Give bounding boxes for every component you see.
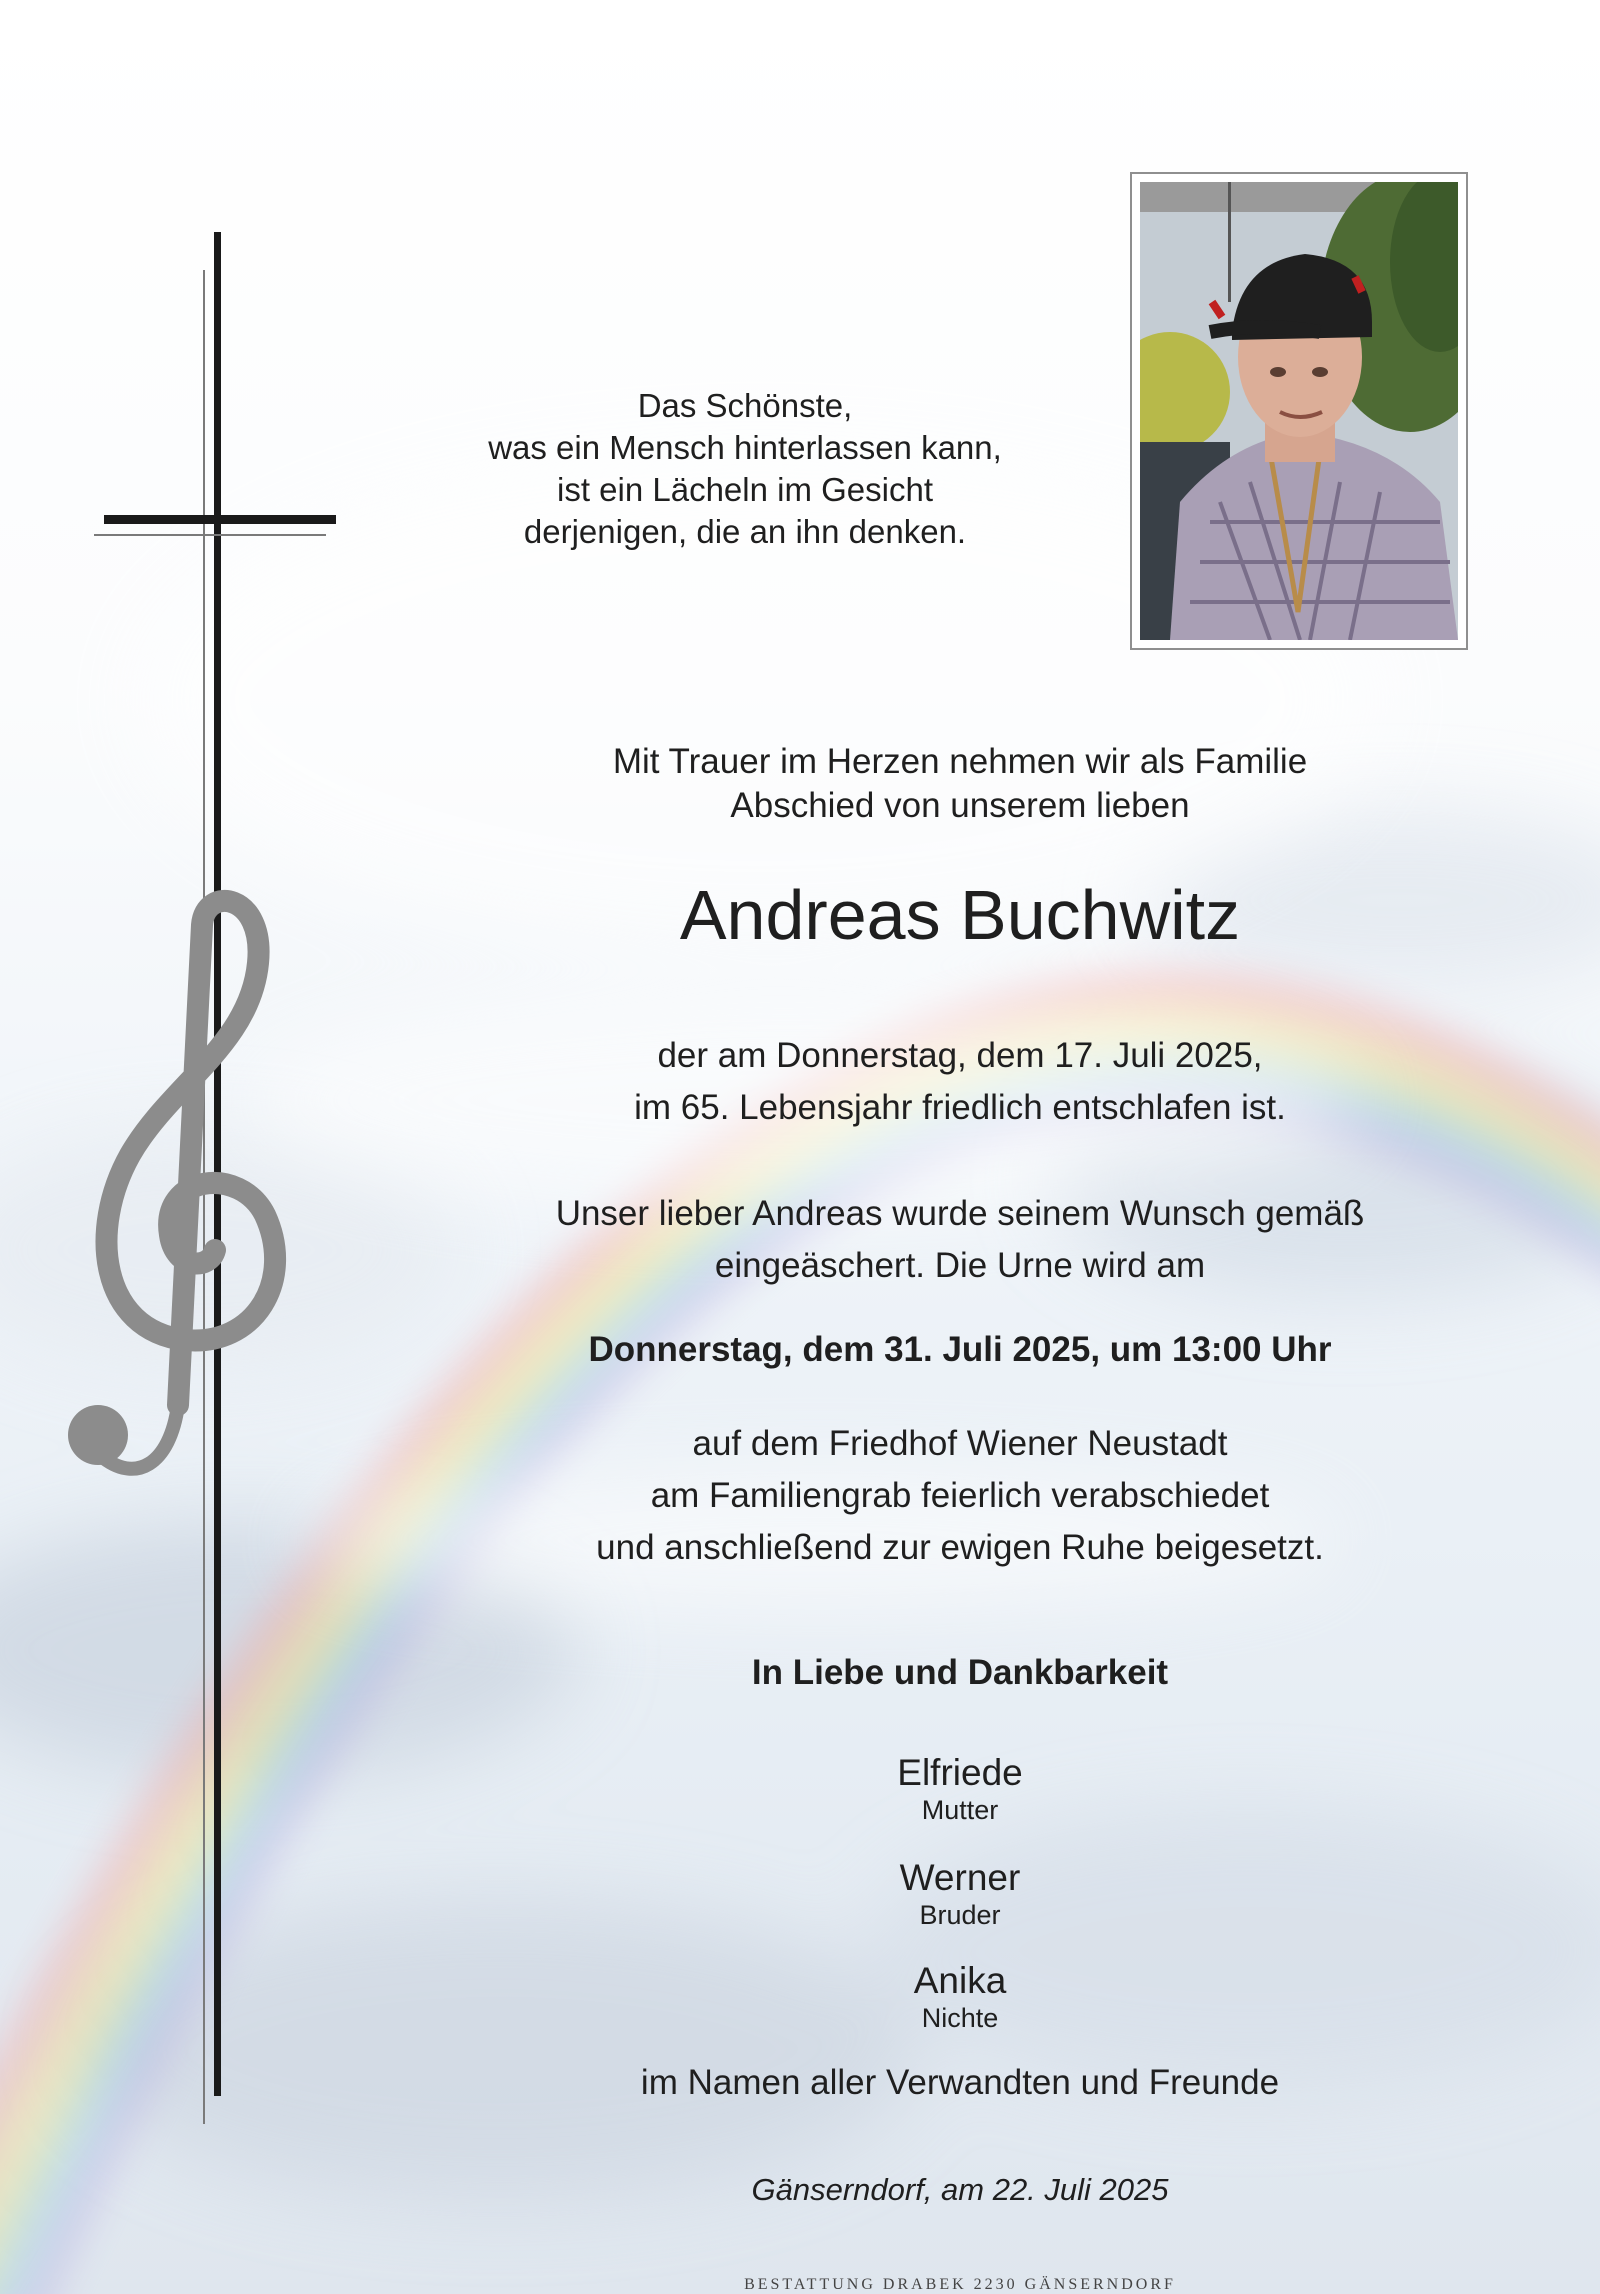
intro-line: Abschied von unserem lieben: [730, 786, 1190, 825]
quote-line: was ein Mensch hinterlassen kann,: [488, 429, 1002, 466]
mourner-name: Werner: [899, 1857, 1021, 1898]
mourner-elfriede: [760, 1752, 1160, 1826]
intro-text: [460, 740, 1460, 828]
death-line: im 65. Lebensjahr friedlich entschlafen ist.: [634, 1088, 1286, 1127]
death-line: der am Donnerstag, dem 17. Juli 2025,: [657, 1036, 1263, 1075]
portrait-photo: [1140, 182, 1458, 640]
mourner-anika: [760, 1960, 1160, 2034]
deceased-name: Andreas Buchwitz: [679, 876, 1241, 954]
place-line: auf dem Friedhof Wiener Neustadt: [692, 1424, 1228, 1463]
ceremony-place: [460, 1418, 1460, 1574]
intro-line: Mit Trauer im Herzen nehmen wir als Familie: [612, 742, 1308, 781]
quote-line: derjenigen, die an ihn denken.: [523, 513, 967, 550]
mourner-relation: Bruder: [919, 1900, 1001, 1930]
place-line: am Familiengrab feierlich verabschiedet: [650, 1476, 1270, 1515]
relatives-line: im Namen aller Verwandten und Freunde: [640, 2063, 1280, 2102]
closing-phrase: In Liebe und Dankbarkeit: [751, 1653, 1169, 1692]
portrait-photo-frame: [1130, 172, 1468, 650]
mourner-relation: Nichte: [921, 2003, 999, 2033]
place-and-date: Gänserndorf, am 22. Juli 2025: [751, 2172, 1169, 2207]
quote-line: Das Schönste,: [637, 387, 853, 424]
death-notice: [460, 1030, 1460, 1134]
cremation-line: eingeäschert. Die Urne wird am: [714, 1246, 1206, 1285]
mourner-name: Elfriede: [897, 1752, 1023, 1793]
mourner-relation: Mutter: [921, 1795, 999, 1825]
undertaker-footer: BESTATTUNG DRABEK 2230 GÄNSERNDORF: [744, 2276, 1176, 2293]
mourner-werner: [760, 1857, 1160, 1931]
treble-clef-icon: [60, 885, 320, 1505]
place-line: und anschließend zur ewigen Ruhe beigesetzt.: [596, 1528, 1324, 1567]
cremation-notice: [460, 1188, 1460, 1292]
ceremony-date: Donnerstag, dem 31. Juli 2025, um 13:00 Uhr: [588, 1330, 1332, 1369]
memorial-quote: [420, 385, 1070, 553]
cremation-line: Unser lieber Andreas wurde seinem Wunsch gemäß: [555, 1194, 1365, 1233]
mourner-name: Anika: [913, 1960, 1007, 2001]
quote-line: ist ein Lächeln im Gesicht: [556, 471, 933, 508]
